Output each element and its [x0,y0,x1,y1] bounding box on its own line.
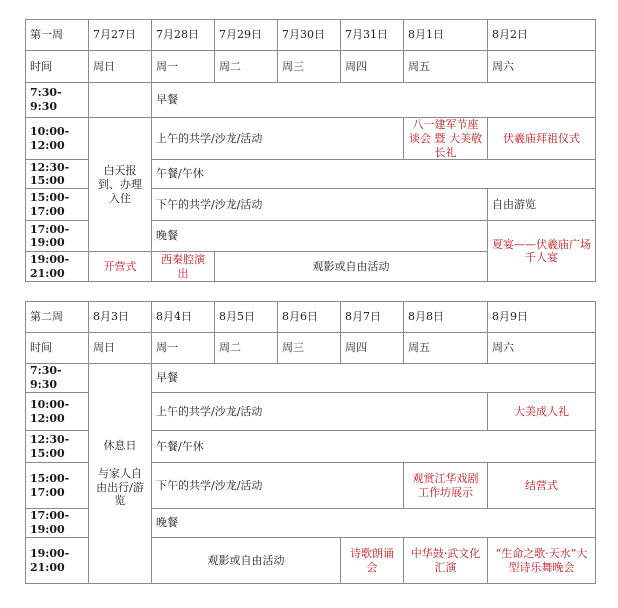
movie-or-free-activity: 观影或自由活动 [152,538,341,584]
week-label: 第二周 [26,302,89,333]
morning-activity: 上午的共学/沙龙/活动 [152,118,404,160]
time-header: 时间 [26,333,89,364]
weekday-cell: 周一 [152,51,215,83]
summer-banquet: 夏宴——伏羲庙广场千人宴 [488,221,596,282]
weekday-cell: 周六 [488,51,596,83]
time-slot: 10:00-12:00 [26,393,89,431]
time-header: 时间 [26,51,89,83]
date-cell: 8月8日 [404,302,488,333]
weekday-cell: 周日 [89,51,152,83]
date-cell: 8月5日 [215,302,278,333]
army-day-forum: 八一建军节座谈会 暨 大美敬长礼 [404,118,488,160]
date-cell: 8月4日 [152,302,215,333]
afternoon-activity: 下午的共学/沙龙/活动 [152,463,404,509]
date-cell: 7月30日 [278,20,341,51]
coming-of-age-ceremony: 大美成人礼 [488,393,596,431]
date-cell: 8月2日 [488,20,596,51]
date-cell: 7月27日 [89,20,152,51]
date-cell: 7月29日 [215,20,278,51]
weekday-cell: 周二 [215,51,278,83]
weekday-cell: 周三 [278,333,341,364]
week2-date-row [26,302,596,333]
dinner-cell: 晚餐 [152,509,596,538]
drama-workshop-show: 观赏江华戏剧工作坊展示 [404,463,488,509]
date-cell: 8月7日 [341,302,404,333]
breakfast-cell: 早餐 [152,364,596,393]
week1-row-morning [26,118,596,160]
week2-schedule-table [25,301,596,584]
date-cell: 8月9日 [488,302,596,333]
poetry-music-gala: “生命之歌·天水”大型诗乐舞晚会 [488,538,596,584]
time-slot: 12:30-15:00 [26,431,89,463]
time-slot: 12:30-15:00 [26,160,89,189]
date-cell: 8月3日 [89,302,152,333]
dinner-cell: 晚餐 [152,221,488,252]
closing-ceremony: 结营式 [488,463,596,509]
weekday-cell: 周四 [341,333,404,364]
week-label: 第一周 [26,20,89,51]
weekday-cell: 周五 [404,333,488,364]
week1-date-row [26,20,596,51]
date-cell: 8月6日 [278,302,341,333]
date-cell: 7月28日 [152,20,215,51]
week1-schedule-table [25,19,596,282]
weekday-cell: 周二 [215,333,278,364]
lunch-cell: 午餐/午休 [152,431,596,463]
time-slot: 15:00-17:00 [26,189,89,221]
date-cell: 7月31日 [341,20,404,51]
weekday-cell: 周五 [404,51,488,83]
weekday-cell: 周日 [89,333,152,364]
time-slot: 19:00-21:00 [26,252,89,282]
qinqiang-opera: 西秦腔演出 [152,252,215,282]
movie-or-free-activity: 观影或自由活动 [215,252,488,282]
weekday-cell: 周一 [152,333,215,364]
time-slot: 17:00-19:00 [26,221,89,252]
time-slot: 10:00-12:00 [26,118,89,160]
rest-day-title: 休息日 [103,439,137,452]
week2-weekday-row [26,333,596,364]
week1-row-breakfast [26,83,596,118]
fuxi-ancestor-ceremony: 伏羲庙拜祖仪式 [488,118,596,160]
weekday-cell: 周三 [278,51,341,83]
weekday-cell: 周四 [341,51,404,83]
rest-day-cell [89,364,152,584]
week1-weekday-row [26,51,596,83]
time-slot: 7:30-9:30 [26,364,89,393]
rest-day-note: 与家人自由出行/游览 [96,466,144,508]
weekday-cell: 周六 [488,333,596,364]
time-slot: 19:00-21:00 [26,538,89,584]
time-slot: 15:00-17:00 [26,463,89,509]
poetry-recital: 诗歌朗诵会 [341,538,404,584]
drum-martial-show: 中华鼓·武文化汇演 [404,538,488,584]
time-slot: 17:00-19:00 [26,509,89,538]
afternoon-activity: 下午的共学/沙龙/活动 [152,189,488,221]
lunch-cell: 午餐/午休 [152,160,596,189]
checkin-note: 白天报到、办理入住 [89,118,152,252]
free-tour: 自由游览 [488,189,596,221]
breakfast-cell: 早餐 [152,83,596,118]
time-slot: 7:30-9:30 [26,83,89,118]
week2-row-breakfast [26,364,596,393]
empty-cell [89,83,152,118]
morning-activity: 上午的共学/沙龙/活动 [152,393,488,431]
opening-ceremony: 开营式 [89,252,152,282]
date-cell: 8月1日 [404,20,488,51]
